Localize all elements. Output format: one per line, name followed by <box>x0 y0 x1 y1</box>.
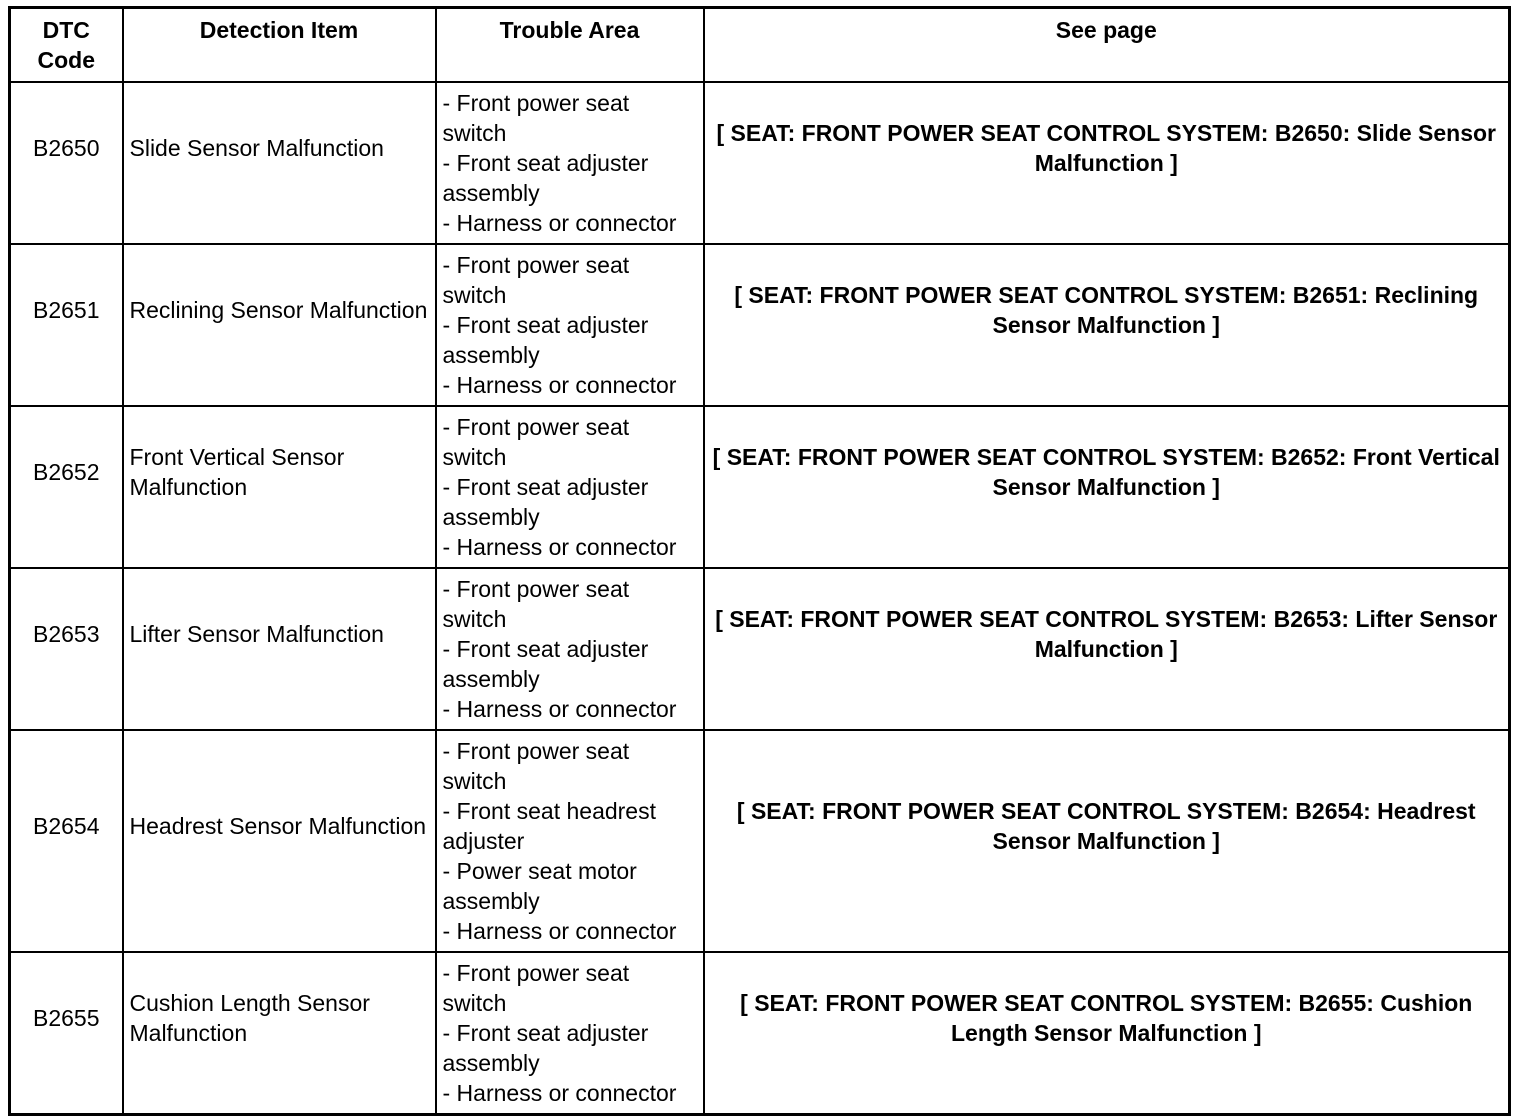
trouble-area-item: - Harness or connector <box>442 696 677 722</box>
see-page-link[interactable]: [ SEAT: FRONT POWER SEAT CONTROL SYSTEM: B2654: Headrest Sensor Malfunction ] <box>736 798 1476 854</box>
header-row <box>10 8 1510 83</box>
see-page-cell <box>704 244 1510 406</box>
trouble-area-item: - Front seat adjuster assembly <box>442 474 649 530</box>
dtc-code: B2654 <box>32 813 100 839</box>
trouble-area-cell <box>436 82 704 244</box>
table-row <box>10 82 1510 244</box>
dtc-code-cell <box>10 568 123 730</box>
detection-item-cell <box>123 244 436 406</box>
see-page-link[interactable]: [ SEAT: FRONT POWER SEAT CONTROL SYSTEM: B2652: Front Vertical Sensor Malfunction ] <box>712 444 1500 500</box>
see-page-cell <box>704 952 1510 1114</box>
see-page-cell <box>704 730 1510 952</box>
trouble-area-item: - Front power seat switch <box>442 959 630 1016</box>
trouble-area-item: - Harness or connector <box>442 918 677 944</box>
dtc-table <box>8 6 1511 1116</box>
trouble-area-item: - Power seat motor assembly <box>442 858 637 914</box>
trouble-area-item: - Front power seat switch <box>442 252 630 308</box>
see-page-link[interactable]: [ SEAT: FRONT POWER SEAT CONTROL SYSTEM: B2655: Cushion Length Sensor Malfunction ] <box>740 989 1473 1046</box>
see-page-link[interactable]: [ SEAT: FRONT POWER SEAT CONTROL SYSTEM: B2653: Lifter Sensor Malfunction ] <box>715 606 1498 662</box>
trouble-area-cell <box>436 244 704 406</box>
detection-item: Front Vertical Sensor Malfunction <box>129 444 345 500</box>
table-row <box>10 406 1510 568</box>
trouble-area-item: - Front seat adjuster assembly <box>442 312 649 368</box>
table-row <box>10 952 1510 1114</box>
trouble-area-item: - Harness or connector <box>442 1079 677 1106</box>
trouble-area-item: - Harness or connector <box>442 534 677 560</box>
dtc-code-cell <box>10 244 123 406</box>
see-page-cell <box>704 406 1510 568</box>
trouble-area-item: - Front seat headrest adjuster <box>442 798 656 854</box>
trouble-area-item: - Front seat adjuster assembly <box>442 1019 649 1076</box>
detection-item: Reclining Sensor Malfunction <box>129 297 428 323</box>
see-page-link[interactable]: [ SEAT: FRONT POWER SEAT CONTROL SYSTEM: B2650: Slide Sensor Malfunction ] <box>716 120 1497 176</box>
detection-item: Lifter Sensor Malfunction <box>129 621 384 647</box>
dtc-code-cell <box>10 952 123 1114</box>
detection-item: Headrest Sensor Malfunction <box>129 813 427 839</box>
see-page-cell <box>704 82 1510 244</box>
detection-item-cell <box>123 568 436 730</box>
detection-item-cell <box>123 952 436 1114</box>
trouble-area-item: - Front power seat switch <box>442 414 630 470</box>
trouble-area-cell <box>436 568 704 730</box>
dtc-code: B2653 <box>32 621 100 647</box>
dtc-code-cell <box>10 730 123 952</box>
header-detection-item: Detection Item <box>123 8 436 83</box>
trouble-area-item: - Front power seat switch <box>442 738 630 794</box>
header-dtc-code-line2: Code <box>37 47 95 73</box>
dtc-code-cell <box>10 82 123 244</box>
detection-item: Slide Sensor Malfunction <box>129 135 384 161</box>
header-trouble-area: Trouble Area <box>436 8 704 83</box>
dtc-code: B2650 <box>32 135 100 161</box>
see-page-cell <box>704 568 1510 730</box>
trouble-area-cell <box>436 952 704 1114</box>
detection-item: Cushion Length Sensor Malfunction <box>129 989 370 1046</box>
header-dtc-code <box>10 8 123 83</box>
trouble-area-cell <box>436 730 704 952</box>
dtc-code: B2651 <box>32 297 100 323</box>
header-dtc-code-line1: DTC <box>42 17 90 43</box>
trouble-area-item: - Front seat adjuster assembly <box>442 636 649 692</box>
table-row <box>10 568 1510 730</box>
table-row <box>10 730 1510 952</box>
detection-item-cell <box>123 82 436 244</box>
trouble-area-item: - Front power seat switch <box>442 576 630 632</box>
dtc-code: B2652 <box>32 459 100 485</box>
dtc-code: B2655 <box>32 1004 100 1031</box>
trouble-area-item: - Front power seat switch <box>442 90 630 146</box>
trouble-area-item: - Harness or connector <box>442 210 677 236</box>
detection-item-cell <box>123 730 436 952</box>
detection-item-cell <box>123 406 436 568</box>
header-see-page: See page <box>704 8 1510 83</box>
table-row <box>10 244 1510 406</box>
trouble-area-item: - Front seat adjuster assembly <box>442 150 649 206</box>
see-page-link[interactable]: [ SEAT: FRONT POWER SEAT CONTROL SYSTEM: B2651: Reclining Sensor Malfunction ] <box>734 282 1479 338</box>
trouble-area-cell <box>436 406 704 568</box>
dtc-code-cell <box>10 406 123 568</box>
trouble-area-item: - Harness or connector <box>442 372 677 398</box>
